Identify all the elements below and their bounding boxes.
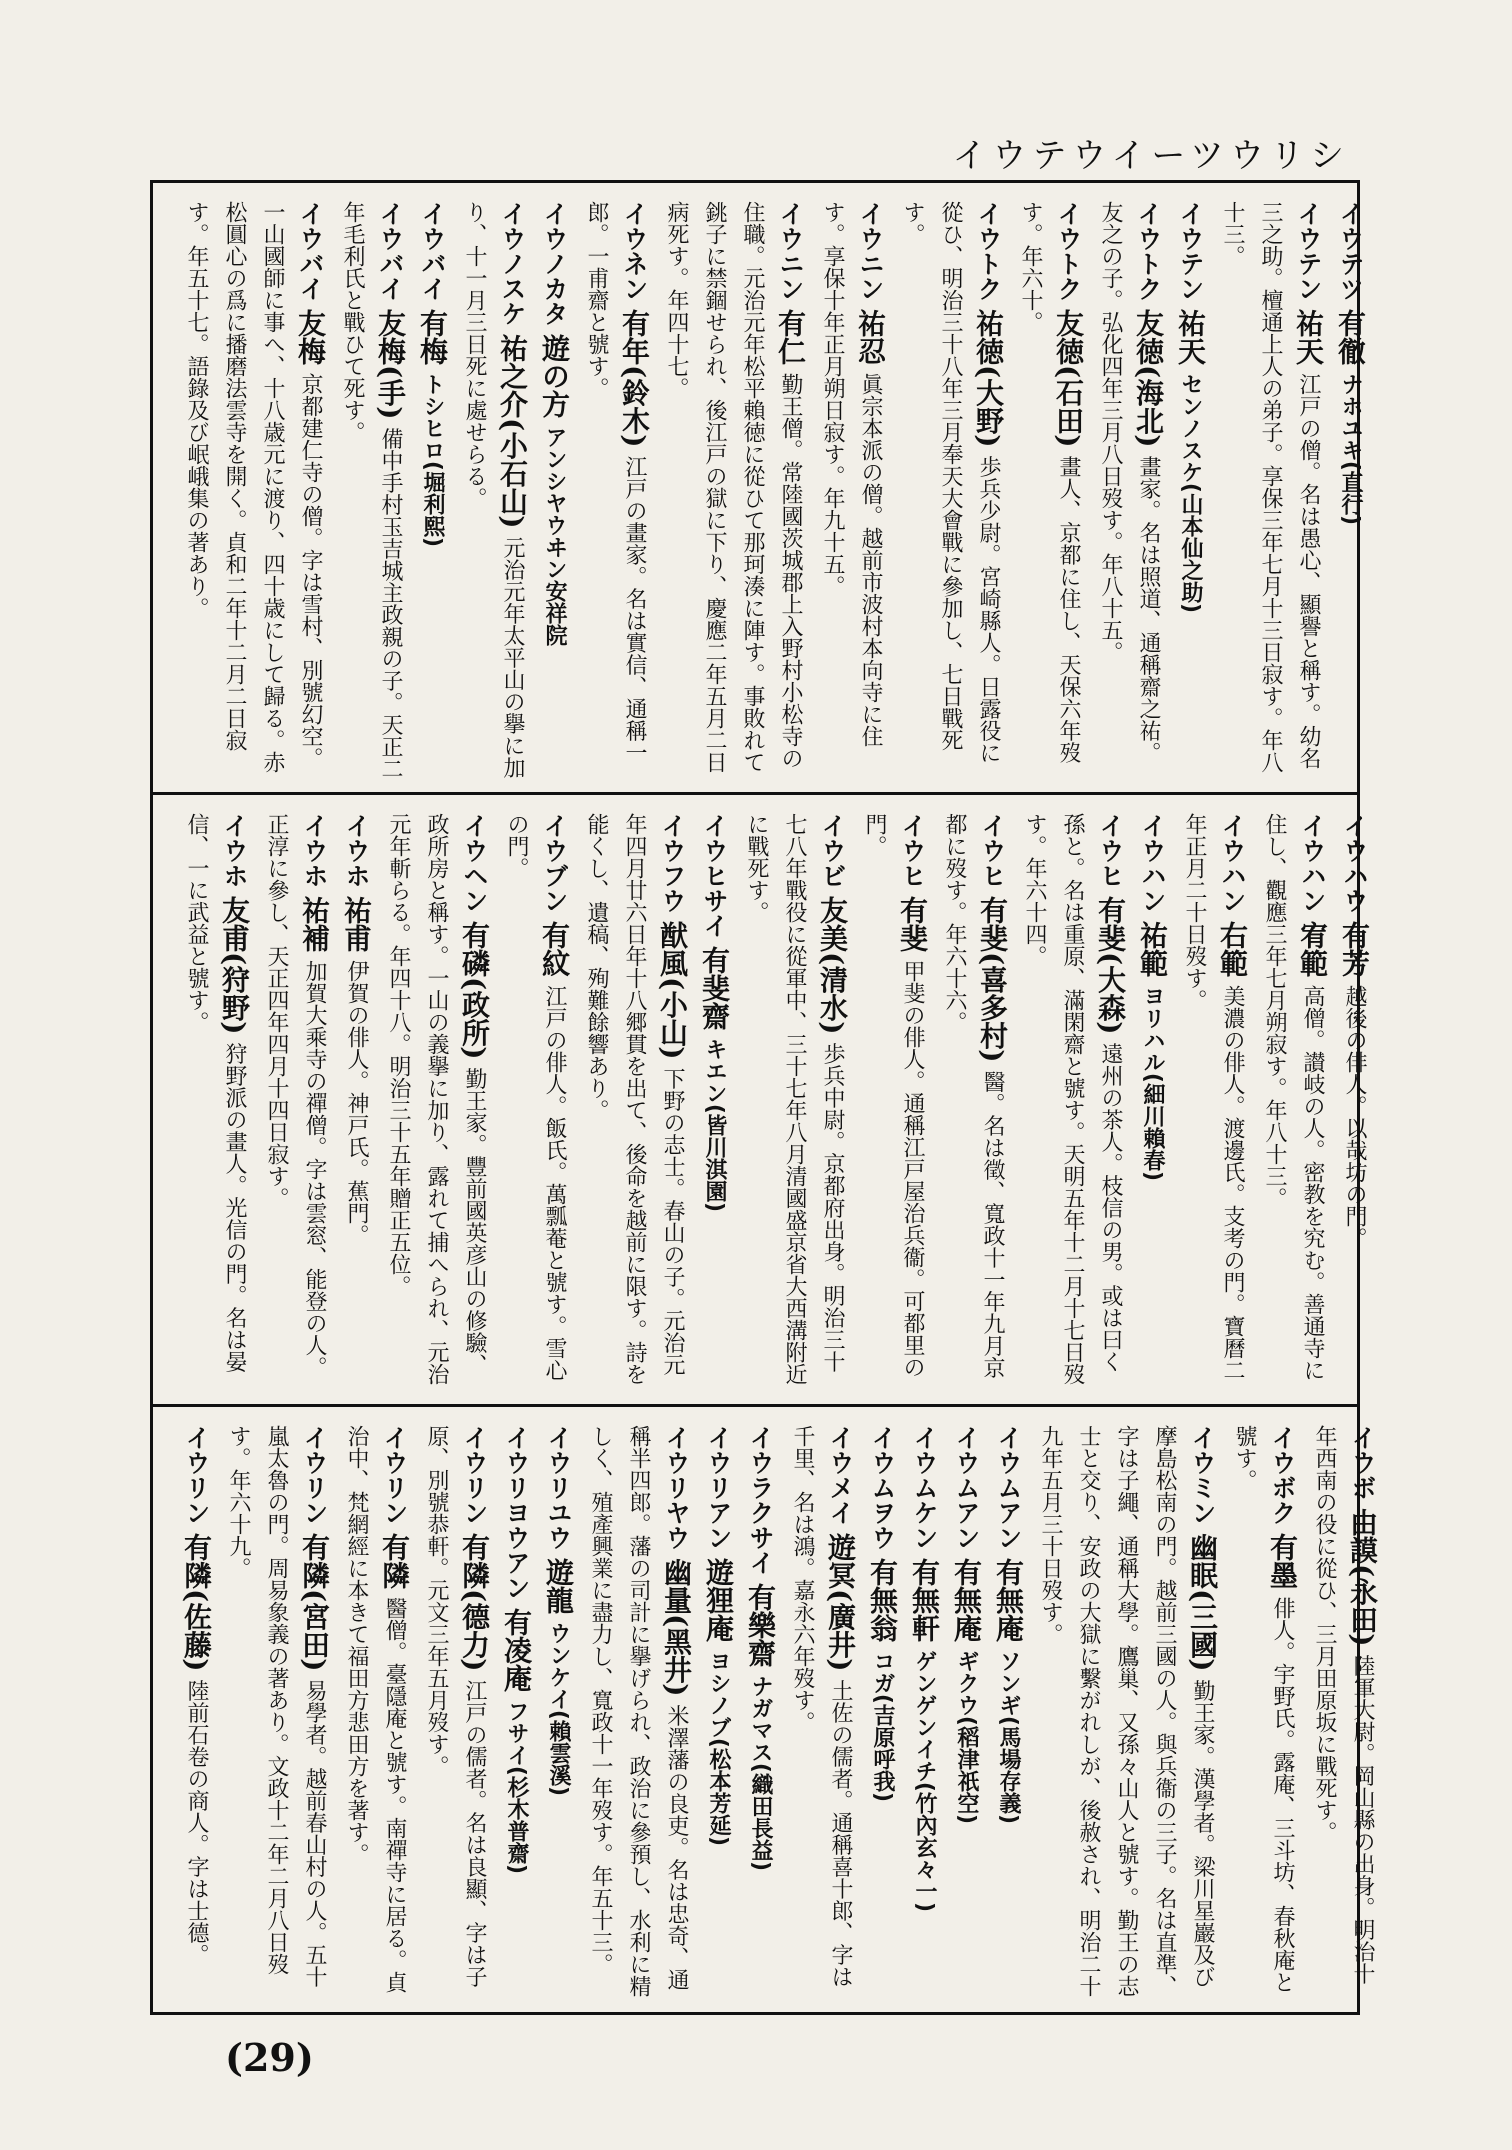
dictionary-entry: [855, 813, 931, 1394]
entry-headword: イウホ: [342, 813, 371, 888]
dictionary-entry: [699, 1425, 737, 2002]
entry-body: 下野の志士。春山の子。元治元年四月廿六日年十八郷貫を出て、後命を越前に限す。詩を能くし、遺稿、殉難餘響あり。: [584, 813, 685, 1385]
entry-reading: ゲンゲンイチ(竹內玄々一): [912, 1649, 937, 1913]
entry-name: 由謨(永田): [1346, 1507, 1379, 1647]
entry-name: 遊龍: [542, 1557, 575, 1614]
entry-headword: イウムヲウ: [868, 1425, 897, 1550]
entry-reading: ソンギ(馬場存義): [996, 1649, 1021, 1825]
entry-headword: イウリン: [460, 1425, 489, 1525]
entry-headword: イウラクサイ: [746, 1425, 775, 1575]
entry-reading: センノスケ(山本仙之助): [1178, 372, 1203, 614]
entry-headword: イウホ: [220, 813, 249, 888]
entry-headword: イウニン: [776, 201, 805, 301]
entry-headword: イウメイ: [826, 1425, 855, 1525]
entry-headword: イウハン: [1298, 813, 1327, 913]
entry-headword: イウボ: [1348, 1425, 1377, 1500]
section-middle: [153, 795, 1371, 1407]
entry-name: 有隣(佐藤): [180, 1532, 213, 1672]
entry-headword: イウムケン: [910, 1425, 939, 1550]
entry-name: 幽量(黑井): [660, 1557, 693, 1697]
entry-body: 江戸の儒者。名は良顯、字は子原、別號恭軒。元文三年五月歿す。: [424, 1425, 487, 1988]
dictionary-entry: [219, 1425, 333, 2002]
entry-name: 友梅: [294, 308, 327, 365]
dictionary-entry: [1213, 201, 1327, 782]
entry-body: 畫人、京都に住し、天保六年歿す。年六十。: [1018, 201, 1081, 764]
entry-body: 美濃の俳人。渡邊氏。支考の門。寶曆二年正月二十日歿す。: [1182, 813, 1245, 1381]
entry-columns: [173, 813, 1373, 1394]
dictionary-entry: [893, 201, 1007, 782]
section-bottom: [153, 1407, 1379, 2012]
dictionary-entry: [863, 1425, 901, 2002]
dictionary-entry: [1335, 813, 1373, 1394]
entry-headword: イウバイ: [418, 201, 447, 301]
dictionary-entry: [257, 813, 333, 1394]
dictionary-entry: [1305, 1425, 1381, 2002]
entry-headword: イウハウ: [1340, 813, 1369, 913]
entry-body: 甲斐の俳人。通稱江戸屋治兵衞。可都里の門。: [862, 813, 925, 1378]
dictionary-entry: [177, 813, 253, 1394]
entry-name: 有斐(喜多村): [976, 895, 1009, 1063]
entry-reading: ギクウ(稻津祇空): [954, 1649, 979, 1825]
entry-name: 有墨: [1266, 1532, 1299, 1589]
entry-name: 祐甫: [340, 895, 373, 952]
dictionary-entry: [1031, 1425, 1221, 2002]
entry-name: 幽眠(三國): [1186, 1532, 1219, 1672]
entry-body: 狩野派の畫人。光信の門。名は晏信、一に武益と號す。: [184, 813, 247, 1373]
entry-name: 祐範: [1136, 920, 1169, 977]
entry-name: 宥範: [1296, 920, 1329, 977]
dictionary-entry: [1255, 813, 1331, 1394]
entry-name: 有紋: [538, 920, 571, 977]
dictionary-entry: [577, 813, 691, 1394]
entry-headword: イウムアン: [952, 1425, 981, 1550]
entry-body: 備中手村玉吉城主政親の子。天正二年毛利氏と戰ひて死す。: [340, 201, 403, 780]
dictionary-entry: [783, 1425, 859, 2002]
entry-headword: イウミン: [1188, 1425, 1217, 1525]
dictionary-entry: [177, 1425, 215, 2002]
entry-headword: イウニン: [856, 201, 885, 301]
entry-name: 遊の方: [538, 333, 571, 418]
dictionary-entry: [337, 813, 375, 1394]
entry-name: 遊冥(廣井): [824, 1532, 857, 1672]
entry-name: 有斐齋: [698, 945, 731, 1030]
entry-name: 有隣: [378, 1532, 411, 1589]
dictionary-entry: [741, 1425, 779, 2002]
entry-body: 歩兵少尉。宮崎縣人。日露役に從ひ、明治三十八年三月奉天大會戰に參加し、七日戰死す。: [900, 201, 1001, 764]
entry-reading: ウンケイ(賴雲溪): [546, 1621, 571, 1797]
entry-reading: ナガマス(織田長益): [748, 1674, 773, 1872]
dictionary-entry: [1133, 813, 1171, 1394]
entry-headword: イウボク: [1268, 1425, 1297, 1525]
dictionary-entry: [695, 813, 733, 1394]
entry-body: 土佐の儒者。通稱喜十郎、字は千里、名は鴻。嘉永六年歿す。: [790, 1425, 853, 1988]
entry-body: 加賀大乘寺の禪僧。字は雲窓、能登の人。正淳に參し、天正四年四月十四日寂す。: [264, 813, 327, 1378]
entry-reading: ヨシノブ(松本芳延): [706, 1649, 731, 1847]
entry-name: 遊狸庵: [702, 1557, 735, 1642]
dictionary-entry: [1225, 1425, 1301, 2002]
dictionary-entry: [337, 1425, 413, 2002]
entry-name: 有徹: [1334, 308, 1367, 365]
dictionary-entry: [905, 1425, 943, 2002]
entry-headword: イウトク: [1054, 201, 1083, 301]
entry-headword: イウテン: [1176, 201, 1205, 301]
entry-name: 有斐(大森): [1094, 895, 1127, 1035]
dictionary-entry: [935, 813, 1011, 1394]
entry-body: 元治元年太平山の擧に加り、十一月三日死に處せらる。: [462, 201, 525, 779]
entry-headword: イウムアン: [994, 1425, 1023, 1550]
dictionary-entry: [1015, 813, 1129, 1394]
entry-headword: イウリヨウアン: [502, 1425, 531, 1600]
entry-name: 有無庵: [992, 1557, 1025, 1642]
entry-name: 猷風(小山): [656, 920, 689, 1060]
entry-body: 易學者。越前春山村の人。五十嵐太魯の門。周易象義の著あり。文政十二年二月八日歿す。年六十九。: [226, 1425, 327, 1988]
entry-body: 陸軍大尉。岡山縣の出身。明治十年西南の役に從ひ、三月田原坂に戰死す。: [1312, 1425, 1375, 1985]
entry-headword: イウフウ: [658, 813, 687, 913]
entry-reading: キエン(皆川淇園): [702, 1037, 727, 1213]
dictionary-entry: [1011, 201, 1087, 782]
entry-name: 有仁: [774, 308, 807, 365]
entry-body: 高僧。讃岐の人。密教を究む。善通寺に住し、觀應三年七月朔寂す。年八十三。: [1262, 813, 1325, 1381]
dictionary-entry: [813, 201, 889, 782]
entry-name: 有磷(政所): [458, 920, 491, 1060]
section-top: [153, 183, 1367, 795]
dictionary-entry: [539, 1425, 577, 2002]
dictionary-entry: [657, 201, 809, 782]
entry-reading: アンシヤウヰン安祥院: [542, 425, 567, 646]
entry-headword: イウヒサイ: [700, 813, 729, 938]
dictionary-entry: [455, 201, 531, 782]
entry-name: 有芳: [1338, 920, 1371, 977]
entry-headword: イウテン: [1294, 201, 1323, 301]
entry-name: 有斐: [896, 895, 929, 952]
entry-name: 友美(清水): [816, 895, 849, 1035]
dictionary-entry: [497, 1425, 535, 2002]
entry-name: 有無軒: [908, 1557, 941, 1642]
entry-headword: イウトク: [1134, 201, 1163, 301]
entry-body: 畫家。名は照道、通稱齋之祐。友之の子。弘化四年三月八日歿す。年八十五。: [1098, 201, 1161, 764]
entry-headword: イウブン: [540, 813, 569, 913]
entry-reading: コガ(吉原呼我): [870, 1649, 895, 1803]
entry-body: 醫。名は徵、寬政十一年九月京都に歿す。年六十六。: [942, 813, 1005, 1379]
dictionary-entry: [413, 201, 451, 782]
entry-name: 有梅: [416, 308, 449, 365]
entry-columns: [173, 201, 1369, 782]
entry-headword: イウリン: [380, 1425, 409, 1525]
entry-headword: イウリン: [300, 1425, 329, 1525]
dictionary-entry: [1331, 201, 1369, 782]
entry-headword: イウヒ: [978, 813, 1007, 888]
entry-name: 祐天: [1292, 308, 1325, 365]
entry-name: 祐徳(大野): [972, 308, 1005, 448]
header-text: イウテウイーツウリシ: [952, 136, 1350, 176]
entry-body: 遠州の茶人。枝信の男。或は曰く孫と。名は重原、滿閑齋と號す。天明五年十二月十七日歿す。年六十四。: [1022, 813, 1123, 1385]
entry-headword: イウホ: [300, 813, 329, 888]
dictionary-entry: [379, 813, 493, 1394]
entry-columns: [173, 1425, 1381, 2002]
entry-body: 江戸の畫家。名は實信、通稱一郎。一甫齋と號す。: [584, 201, 647, 764]
dictionary-entry: [947, 1425, 985, 2002]
dictionary-entry: [177, 201, 329, 782]
entry-name: 有無庵: [950, 1557, 983, 1642]
entry-reading: ヨリハル(細川賴春): [1140, 984, 1165, 1182]
entry-headword: イウテツ: [1336, 201, 1365, 301]
entry-headword: イウノカタ: [540, 201, 569, 326]
entry-name: 有隣(德力): [458, 1532, 491, 1672]
entry-name: 祐之介(小石山): [496, 333, 529, 529]
entry-body: 京都建仁寺の僧。字は雪村、別號幻空。一山國師に事へ、十八歳元に渡り、四十歳にして歸る。赤松圓心の爲に播磨法雲寺を開く。貞和二年十二月二日寂す。年五十七。語錄及び岷峨集の著あり。: [184, 201, 323, 773]
entry-headword: イウヒ: [898, 813, 927, 888]
entry-body: 陸前石卷の商人。字は士德。: [184, 1679, 209, 1966]
entry-body: 越後の俳人。以哉坊の門。: [1342, 984, 1367, 1249]
dictionary-entry: [737, 813, 851, 1394]
entry-body: 勤王家。豐前國英彦山の修驗、政所房と稱す。一山の義擧に加り、露れて捕へられ、元治元年斬らる。年四十八。明治三十五年贈正五位。: [386, 813, 487, 1385]
entry-reading: ナホユキ(直行): [1338, 372, 1363, 526]
entry-body: 江戸の僧。名は愚心、顯譽と稱す。幼名三之助。檀通上人の弟子。享保三年七月十三日寂す。年八十三。: [1220, 201, 1321, 773]
entry-body: 江戸の俳人。飯氏。萬瓢菴と號す。雪心の門。: [504, 813, 567, 1381]
entry-name: 有樂齋: [744, 1582, 777, 1667]
entry-name: 右範: [1216, 920, 1249, 977]
dictionary-entry: [333, 201, 409, 782]
entry-body: 勤王僧。常陸國茨城郡上入野村小松寺の住職。元治元年松平賴徳に從ひて那珂湊に陣す。事敗れて銚子に禁錮せられ、後江戸の獄に下り、慶應二年五月二日病死す。年四十七。: [664, 201, 803, 773]
dictionary-entry: [989, 1425, 1027, 2002]
entry-headword: イウトク: [974, 201, 1003, 301]
dictionary-entry: [1171, 201, 1209, 782]
entry-name: 有年(鈴木): [618, 308, 651, 448]
entry-headword: イウノスケ: [498, 201, 527, 326]
entry-headword: イウビ: [818, 813, 847, 888]
entry-headword: イウバイ: [376, 201, 405, 301]
entry-headword: イウヘン: [460, 813, 489, 913]
entry-reading: トシヒロ(堀利熙): [420, 372, 445, 548]
entry-headword: イウリアン: [704, 1425, 733, 1550]
dictionary-entry: [581, 1425, 695, 2002]
entry-name: 祐補: [298, 895, 331, 952]
entry-body: 伊賀の俳人。神戸氏。蕉門。: [344, 959, 369, 1246]
entry-name: 友梅(手): [374, 308, 407, 420]
entry-headword: イウリユウ: [544, 1425, 573, 1550]
entry-name: 有隣(宮田): [298, 1532, 331, 1672]
entry-headword: イウバイ: [296, 201, 325, 301]
entry-reading: フサイ(杉木普齋): [504, 1699, 529, 1875]
entry-name: 友甫(狩野): [218, 895, 251, 1035]
entry-name: 有無翁: [866, 1557, 899, 1642]
entry-body: 米澤藩の良吏。名は忠奇、通稱半四郎。藩の司計に擧げられ、政治に參預し、水利に精しく、殖產興業に盡力し、寬政十一年歿す。年五十三。: [588, 1425, 689, 1997]
page-number: (29): [225, 2035, 314, 2080]
dictionary-entry: [417, 1425, 493, 2002]
entries-frame: [150, 180, 1379, 2015]
entry-headword: イウリン: [182, 1425, 211, 1525]
entry-body: 勤王家。漢學者。梁川星巖及び摩島松南の門。越前三國の人。與兵衞の三子。名は直準、字は子繩、通稱大學。鷹巢、又孫々山人と號す。勤王の志士と交り、安政の大獄に繫がれしが、後赦され、明治二十九年五月三十日歿す。: [1038, 1425, 1215, 1997]
entry-body: 歩兵中尉。京都府出身。明治三十七八年戰役に從軍中、三十七年八月清國盛京省大西溝附近に戰死す。: [744, 813, 845, 1385]
entry-headword: イウハン: [1138, 813, 1167, 913]
entry-headword: イウハン: [1218, 813, 1247, 913]
entry-headword: イウリヤウ: [662, 1425, 691, 1550]
dictionary-entry: [577, 201, 653, 782]
entry-body: 俳人。宇野氏。露庵、三斗坊、春秋庵と號す。: [1232, 1425, 1295, 1993]
entry-name: 有凌庵: [500, 1607, 533, 1692]
entry-body: 醫僧。臺隱庵と號す。南禪寺に居る。貞治中、梵網經に本きて福田方悲田方を著す。: [344, 1425, 407, 1993]
entry-name: 祐天: [1174, 308, 1207, 365]
entry-headword: イウネン: [620, 201, 649, 301]
entry-name: 友徳(石田): [1052, 308, 1085, 448]
page-header: [150, 110, 1350, 180]
dictionary-entry: [535, 201, 573, 782]
entry-name: 友徳(海北): [1132, 308, 1165, 448]
dictionary-entry: [497, 813, 573, 1394]
entry-headword: イウヒ: [1096, 813, 1125, 888]
entry-name: 祐忍: [854, 308, 887, 365]
dictionary-entry: [1091, 201, 1167, 782]
entry-body: 眞宗本派の僧。越前市波村本向寺に住す。享保十年正月朔日寂す。年九十五。: [820, 201, 883, 747]
dictionary-entry: [1175, 813, 1251, 1394]
